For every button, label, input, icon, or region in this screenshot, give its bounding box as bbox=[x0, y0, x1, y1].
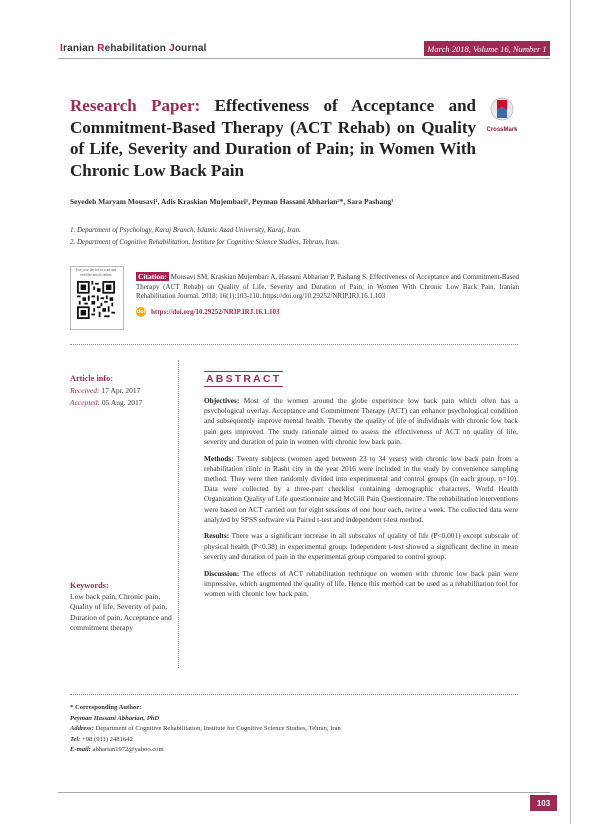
qr-caption: Use your device to scan and read the article online bbox=[75, 268, 117, 277]
page-edge-rule bbox=[570, 0, 571, 824]
doi-link-row bbox=[136, 307, 279, 317]
title-text: Effectiveness of Acceptance and Commitment-Based Therapy (ACT Rehab) on Quality of Life, Severity and Duration of Pain; in Women With Chronic Low Back Pain bbox=[70, 96, 477, 180]
keywords-heading: Keywords: bbox=[70, 581, 109, 590]
corresponding-email: E-mail: abharian1972@yahoo.com bbox=[70, 746, 164, 754]
received-date: Received: 17 Apr. 2017 bbox=[70, 386, 141, 395]
corresponding-tel: Tel: +98 (911) 2481642 bbox=[70, 735, 133, 743]
doi-icon: doi bbox=[136, 309, 146, 315]
corresponding-heading: * Corresponding Author: bbox=[70, 704, 142, 711]
corresponding-address: Address: Department of Cognitive Rehabilitation, Institute for Cognitive Science Studies, Tehran, Iran bbox=[70, 725, 341, 733]
qr-code-icon[interactable] bbox=[77, 281, 115, 319]
article-type: Research Paper: bbox=[70, 96, 201, 115]
corresponding-author bbox=[70, 703, 341, 756]
affiliation-1: 1. Department of Psychology, Karaj Branch, Islamic Azad University, Karaj, Iran. bbox=[70, 226, 301, 234]
author-list: Seyedeh Maryam Mousavi¹, Adis Kraskian Mujembari¹, Peyman Hassani Abharian²*, Sara Pashang¹ bbox=[70, 197, 394, 206]
crossmark-icon bbox=[490, 97, 514, 121]
crossmark-label: CrossMark bbox=[486, 127, 518, 133]
bottom-rule bbox=[58, 792, 550, 793]
journal-name: Iranian Rehabilitation Journal bbox=[60, 43, 207, 54]
article-info-heading: Article info: bbox=[70, 374, 114, 383]
abstract-body bbox=[204, 396, 518, 606]
citation-label: Citation: bbox=[138, 272, 167, 281]
abstract-results: Results: There was a significant increase in all subscales of quality of life (P<0.001) except subscale of physical health (P<0.38) in experimental group. Independent t-test showed a significant decline in mean severity and duration of pain in the experimental group compared to control group. bbox=[204, 531, 518, 561]
affiliation-2: 2. Department of Cognitive Rehabilitation, Institute for Cognitive Science Studies, Tehran, Iran. bbox=[70, 238, 340, 246]
article-info bbox=[70, 374, 143, 407]
corresponding-name: Peyman Hassani Abharian, PhD bbox=[70, 714, 160, 722]
page-number: 103 bbox=[530, 795, 557, 811]
doi-link[interactable]: https://doi.org/10.29252/NRIP.IRJ.16.1.103 bbox=[151, 308, 280, 316]
abstract-objectives: Objectives: Most of the women around the globe experience low back pain which often has a psychological overlay. Acceptance and Commitment Therapy (ACT) can enhance psychological condition and subsequently improve mental health. Thereby the quality of life of individuals with chronic low back pain gets improved. The study rationale aimed to assess the effectiveness of ACT on quality of life, severity and duration of pain in women with chronic low back pain. bbox=[204, 396, 518, 446]
abstract-heading: ABSTRACT bbox=[206, 373, 282, 385]
crossmark-badge[interactable] bbox=[484, 97, 520, 133]
header-rule bbox=[58, 58, 550, 59]
abstract-discussion: Discussion: The effects of ACT rehabilitation technique on women with chronic low back pain were impressive, which augmented the quality of life. Hence this method can be used as a rehabilitation tool for women with chronic low back pain. bbox=[204, 568, 518, 598]
citation-block bbox=[136, 272, 519, 302]
keywords-list: Low back pain, Chronic pain, Quality of life, Severity of pain, Duration of pain, Acceptance and commitment therapy bbox=[70, 592, 172, 633]
abstract-methods: Methods: Twenty subjects (women aged between 23 to 34 years) with chronic low back pain from a rehabilitation clinic in Rasht city in the year 2016 were included in the study by convenience sampling method. They were then randomly divided into experimental and control groups (in each group, n=10). Data were collected by a three-part checklist containing demographic characters, World Health Organization Quality of Life questionnaire and McGill Pain Questionnaire. The rehabilitation interventions were based on ACT carried out for eight sessions of one hour each, twice a week. The collected data were analyzed by SPSS software via Paired t-test and independent t-test method. bbox=[204, 453, 518, 524]
accepted-date: Accepted: 05 Aug. 2017 bbox=[70, 398, 143, 407]
article-title bbox=[70, 95, 476, 181]
section-divider bbox=[70, 344, 518, 345]
issue-banner: March 2018, Volume 16, Number 1 bbox=[424, 41, 550, 56]
footer-divider bbox=[70, 694, 518, 695]
citation-text: Mousavi SM, Kraskian Mujembari A, Hassani Abharian P, Pashang S. Effectiveness of Acceptance and Commitment-Based Therapy (ACT Rehab) on Quality of Life, Severity and Duration of Pain; in Women With Chronic Low Back Pain. Iranian Rehabilitation Journal. 2018; 16(1):103-110. https://doi.org/10.29252/NRIP.IRJ.16.1.103 bbox=[136, 273, 519, 301]
